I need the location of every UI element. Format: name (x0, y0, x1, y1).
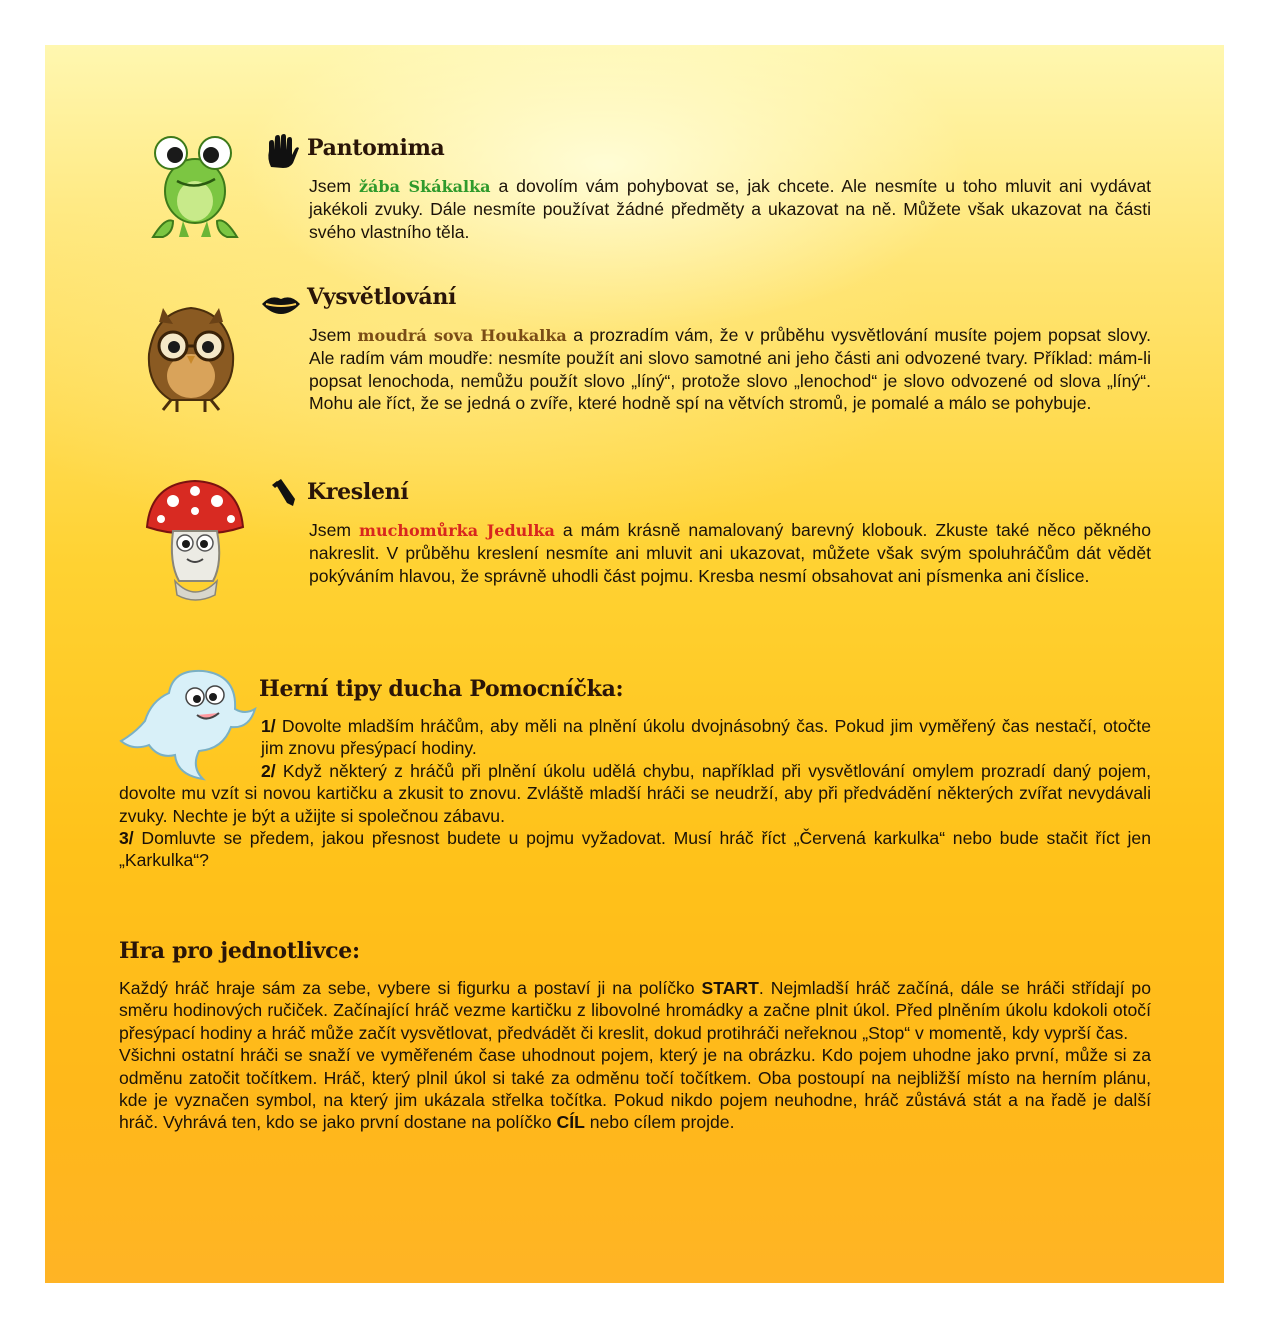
section-text-jednotlivci (119, 977, 1151, 1134)
text-body: a dovolím vám pohybovat se, jak chcete. Ale nesmíte u toho mluvit ani vydávat jakékoli zvuky. Dále nesmíte používat žádné předměty a ukazovat na ně. Můžete však ukazovat na části svého vlastního těla. (309, 176, 1151, 242)
section-text-pantomima (309, 175, 1151, 243)
character-name-frog: žába Skákalka (358, 177, 491, 196)
frog-illustration (143, 133, 247, 245)
tip-text-1: Dovolte mladším hráčům, aby měli na plnění úkolu dvojnásobný čas. Pokud jim vyměřený čas nestačí, otočte jim znovu přesýpací hodiny. (261, 716, 1151, 759)
paragraph-1-a: Každý hráč hraje sám za sebe, vybere si figurku a postaví ji na políčko (119, 978, 702, 998)
pencil-icon (271, 477, 297, 507)
start-label: START (701, 978, 759, 998)
section-title-jednotlivci: Hra pro jednotlivce: (119, 938, 360, 964)
paragraph-2-a: Všichni ostatní hráči se snaží ve vyměřeném čase uhodnout pojem, který je na obrázku. Kdo pojem uhodne jako první, může si za odměnu zatočit točítkem. Hráč, který plnil úkol si také za odměnu točí točítkem. Oba postoupí na nejbližší místo na herním plánu, kde je vyznačen symbol, na který jim ukázala střelka točítka. Pokud nikdo pojem neuhodne, hráč zůstává stát a na řadě je další hráč. Vyhrává ten, kdo se jako první dostane na políčko (119, 1045, 1151, 1133)
cil-label: CÍL (556, 1112, 585, 1133)
section-title-tipy: Herní tipy ducha Pomocníčka: (259, 676, 624, 702)
paragraph-2-b: nebo cílem projde. (584, 1112, 735, 1133)
tip-text-2: Když některý z hráčů při plnění úkolu udělá chybu, například při vysvětlování omylem prozradí daný pojem, dovolte mu vzít si novou kartičku a zkusit to znovu. Zvláště mladší hráči se neudrží, aby při předvádění některých zvířat nevydávali zvuky. Nechte je být a užijte si společnou zábavu. (119, 760, 1151, 826)
section-text-vysvetlovani (309, 324, 1151, 415)
mushroom-illustration (143, 477, 247, 605)
section-title-vysvetlovani: Vysvětlování (307, 284, 457, 310)
rules-page (45, 45, 1224, 1283)
tip-text-3: Domluvte se předem, jakou přesnost budete u pojmu vyžadovat. Musí hráč říct „Červená karkulka“ nebo bude stačit říct jen „Karkulka“? (119, 828, 1151, 871)
hand-icon (263, 133, 299, 169)
text-intro: Jsem (309, 520, 360, 540)
paragraph-1-b: . Nejmladší hráč začíná, dále se hráči střídají po směru hodinových ručiček. Začínající hráč vezme kartičku z libovolné hromádky a začne plnit úkol. Před plněním úkolu kdokoli otočí přesýpací hodiny a hráč může začít vysvětlovat, předvádět či kreslit, dokud protihráči neřeknou „Stop“ v momentě, kdy vyprší čas. (119, 978, 1151, 1043)
text-body: a prozradím vám, že v průběhu vysvětlování musíte pojem popsat slovy. Ale radím vám moudře: nesmíte použít ani slovo samotné ani jeho části ani odvozené tvary. Příklad: mám-li popsat lenochoda, nemůžu použít slovo „líný“, protože slovo „lenochod“ je slovo odvozené od slova „líný“. Mohu ale říct, že se jedná o zvíře, které hodně spí na větvích stromů, je pomalé a málo se pohybuje. (309, 325, 1152, 414)
tip-number-3: 3/ (119, 828, 134, 849)
tip-number-2: 2/ (261, 760, 276, 781)
text-intro: Jsem (309, 176, 359, 196)
lips-icon (261, 293, 301, 315)
section-title-pantomima: Pantomima (307, 135, 445, 161)
character-name-owl: moudrá sova Houkalka (357, 326, 567, 345)
section-text-tipy (119, 715, 1151, 872)
owl-illustration (141, 302, 241, 416)
section-title-kresleni: Kreslení (307, 479, 409, 505)
tip-number-1: 1/ (261, 716, 276, 736)
section-text-kresleni (309, 519, 1151, 587)
text-intro: Jsem (309, 325, 358, 345)
character-name-mushroom: muchomůrka Jedulka (359, 521, 555, 540)
text-body: a mám krásně namalovaný barevný klobouk. Zkuste také něco pěkného nakreslit. V průběhu kreslení nesmíte ani mluvit ani ukazovat, můžete však svým spoluhráčům dát vědět pokýváním hlavou, že správně uhodli část pojmu. Kresba nesmí obsahovat ani písmenka ani číslice. (309, 520, 1151, 586)
